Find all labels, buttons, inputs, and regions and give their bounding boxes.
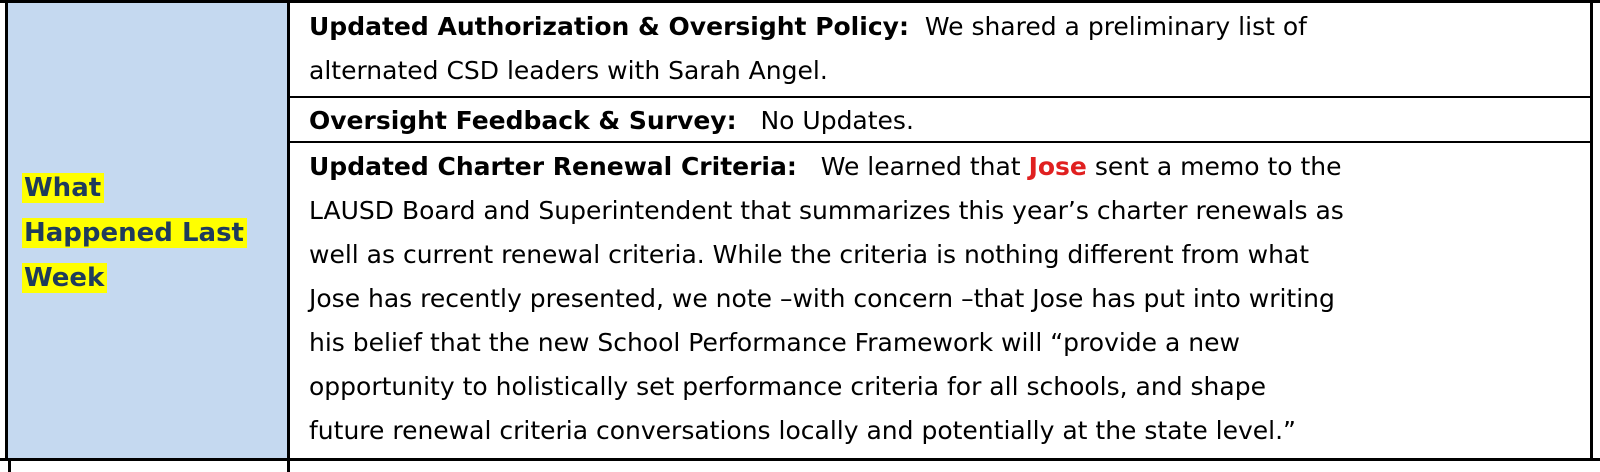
row-label (22, 166, 247, 301)
item-heading: Oversight Feedback & Survey: (309, 106, 737, 135)
table-left-border (5, 0, 8, 461)
item-text-line: opportunity to holistically set performance criteria for all schools, and shape (309, 372, 1266, 401)
item-text-line: well as current renewal criteria. While the criteria is nothing different from what (309, 240, 1310, 269)
item-text-line: his belief that the new School Performance Framework will “provide a new (309, 328, 1240, 357)
item-text-line: future renewal criteria conversations locally and potentially at the state level.” (309, 416, 1297, 445)
column-divider (287, 0, 290, 461)
next-row-border (8, 461, 11, 472)
item-text: We shared a preliminary list of (924, 12, 1307, 41)
item-text-line: LAUSD Board and Superintendent that summarizes this year’s charter renewals as (309, 196, 1344, 225)
next-row-border (287, 461, 290, 472)
row-divider (290, 96, 1590, 98)
highlighted-name: Jose (1028, 152, 1087, 181)
row-label-line: Week (22, 263, 107, 293)
item-text: No Updates. (760, 106, 914, 135)
update-item-authorization (309, 5, 1579, 93)
item-text: alternated CSD leaders with Sarah Angel. (309, 56, 828, 85)
item-text: sent a memo to the (1094, 152, 1342, 181)
item-heading: Updated Charter Renewal Criteria: (309, 152, 797, 181)
table-top-border (0, 0, 1600, 3)
item-heading: Updated Authorization & Oversight Policy: (309, 12, 909, 41)
row-label-line: Happened Last (22, 218, 247, 248)
item-text-line: Jose has recently presented, we note –with concern –that Jose has put into writing (309, 284, 1335, 313)
update-item-feedback (309, 99, 1579, 143)
table-bottom-border (0, 458, 1600, 461)
update-item-renewal (309, 145, 1579, 453)
item-text: We learned that (820, 152, 1021, 181)
row-label-line: What (22, 173, 104, 203)
table-right-border (1590, 0, 1593, 461)
